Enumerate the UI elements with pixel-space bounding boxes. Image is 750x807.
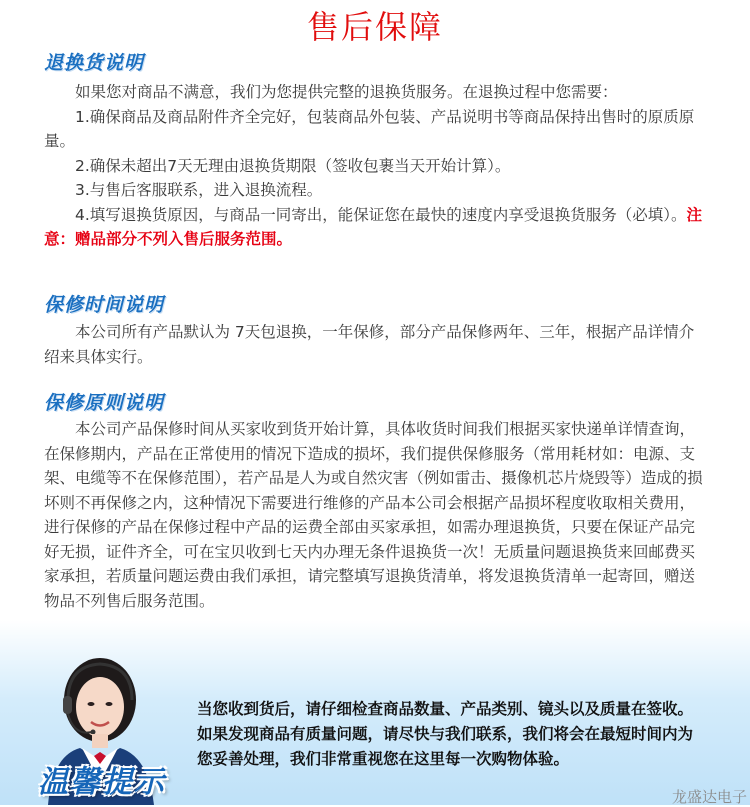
returns-body (44, 80, 704, 252)
returns-step-3: 3.与售后客服联系，进入退换流程。 (44, 181, 323, 199)
returns-intro: 如果您对商品不满意，我们为您提供完整的退换货服务。在退换过程中您需要： (44, 83, 618, 101)
returns-step-1: 1.确保商品及商品附件齐全完好，包装商品外包装、产品说明书等商品保持出售时的原质原量。 (44, 107, 695, 150)
returns-note: 注意：赠品部分不列入售后服务范围。 (44, 205, 703, 248)
warranty-period-body (44, 320, 704, 369)
page-title: 售后保障 (306, 8, 443, 46)
warranty-period-text: 本公司所有产品默认为 7天包退换，一年保修，部分产品保修两年、三年，根据产品详情介绍来具体实行。 (44, 323, 695, 366)
warranty-policy-body (44, 417, 704, 613)
section-heading-returns: 退换货说明 (44, 52, 145, 74)
returns-step-4-wrap (44, 203, 704, 252)
warranty-policy-text: 本公司产品保修时间从买家收到货开始计算，具体收货时间我们根据买家快递单详情查询，在保修期内，产品在正常使用的情况下造成的损坏，我们提供保修服务（常用耗材如：电源、支架、电缆等不在保修范围），若产品是人为或自然灾害（例如雷击、摄像机芯片烧毁等）造成的损坏则不再保修之内，这种情况下需要进行维修的产品本公司会根据产品损坏程度收取相关费用，进行保修的产品在保修过程中产品的运费全部由买家承担，如需办理退换货，只要在保证产品完好无损，证件齐全，可在宝贝收到七天内办理无条件退换货一次！无质量问题退换货来回邮费买家承担，若质量问题运费由我们承担，请完整填写退换货清单，将发退换货清单一起寄回，赠送物品不列售后服务范围。 (44, 420, 703, 610)
tip-logo: 温馨提示 (38, 765, 166, 800)
section-heading-warranty-period: 保修时间说明 (44, 294, 165, 316)
returns-step-2: 2.确保未超出7天无理由退换货期限（签收包裹当天开始计算）。 (44, 156, 511, 175)
returns-step-4: 4.填写退换货原因，与商品一同寄出，能保证您在最快的速度内享受退换货服务（必填）。 (44, 205, 687, 224)
store-watermark: 龙盛达电子 (672, 788, 748, 806)
tip-text: 当您收到货后，请仔细检查商品数量、产品类别、镜头以及质量在签收。如果发现商品有质量问题，请尽快与我们联系，我们将会在最短时间内为您妥善处理，我们非常重视您在这里每一次购物体验。 (197, 700, 694, 768)
section-heading-warranty-policy: 保修原则说明 (44, 392, 165, 414)
